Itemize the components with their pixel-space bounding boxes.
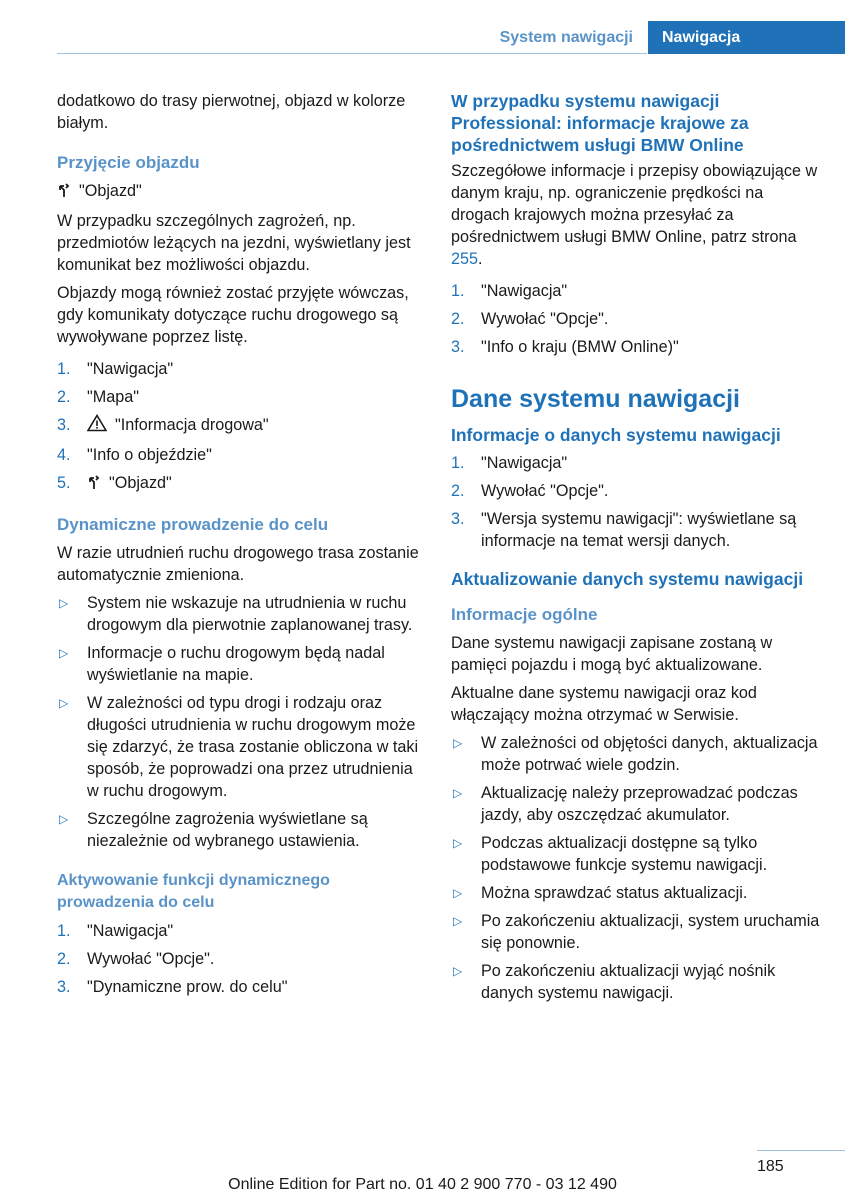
bullet-item (451, 782, 821, 826)
step-text: "Nawigacja" (481, 282, 568, 300)
nav-data-update-heading: Aktualizowanie danych systemu nawigacji (451, 569, 804, 589)
step-text: "Wersja systemu nawigacji": wyświetlane są informacje na temat wersji danych. (481, 510, 797, 550)
nav-data-info-heading: Informacje o danych systemu nawigacji (451, 425, 781, 445)
activate-dynamic-heading: Aktywowanie funkcji dynamicznego prowadzenia do celu (57, 872, 330, 911)
detour-icon (57, 182, 71, 204)
professional-paragraph (451, 160, 821, 270)
step-text: "Info o objeździe" (87, 446, 212, 464)
bullet-text: Szczególne zagrożenia wyświetlane są niezależnie od wybranego ustawienia. (87, 810, 368, 850)
detour-icon (87, 474, 101, 496)
step-text: "Info o kraju (BMW Online)" (481, 338, 679, 356)
step-item (451, 508, 821, 552)
general-info-p2: Aktualne dane systemu nawigacji oraz kod włączający można otrzymać w Serwisie. (451, 684, 757, 724)
bullet-text: W zależności od objętości danych, aktualizacja może potrwać wiele godzin. (481, 734, 818, 774)
step-item (57, 444, 425, 466)
general-info-p1: Dane systemu nawigacji zapisane zostaną w pamięci pojazdu i mogą być aktualizowane. (451, 634, 773, 674)
bullet-item (57, 642, 425, 686)
dynamic-guidance-bullets (57, 592, 425, 852)
step-number: 1. (57, 922, 71, 940)
bullet-item (451, 882, 821, 904)
dynamic-guidance-p1: W razie utrudnień ruchu drogowego trasa zostanie automatycznie zmieniona. (57, 544, 419, 584)
accept-detour-p2: Objazdy mogą również zostać przyjęte wówczas, gdy komunikaty dotyczące ruchu drogowego są wywoływane poprzez listę. (57, 284, 409, 346)
step-number: 3. (451, 510, 465, 528)
step-text: "Nawigacja" (87, 922, 174, 940)
bullet-text: Można sprawdzać status aktualizacji. (481, 884, 748, 902)
triangle-bullet-icon: ▷ (59, 812, 69, 826)
page-number-rule (757, 1150, 845, 1151)
professional-steps (451, 280, 821, 358)
step-number: 2. (451, 310, 465, 328)
professional-heading: W przypadku systemu nawigacji Professional: informacje krajowe za pośrednictwem usługi BMW Online (451, 91, 749, 155)
step-text: "Informacja drogowa" (115, 416, 269, 434)
step-number: 2. (57, 950, 71, 968)
header-chapter-tab: Nawigacja (648, 21, 845, 54)
step-text: Wywołać "Opcje". (481, 310, 609, 328)
intro-paragraph: dodatkowo do trasy pierwotnej, objazd w kolorze białym. (57, 92, 406, 132)
step-number: 2. (451, 482, 465, 500)
step-number: 5. (57, 474, 71, 492)
detour-line-text: "Objazd" (79, 182, 142, 200)
professional-text-end: . (478, 250, 483, 268)
triangle-bullet-icon: ▷ (453, 736, 463, 750)
left-column (57, 90, 425, 1004)
bullet-item (451, 732, 821, 776)
triangle-bullet-icon: ▷ (453, 914, 463, 928)
step-item (451, 452, 821, 474)
bullet-text: W zależności od typu drogi i rodzaju oraz długości utrudnienia w ruchu drogowym może się zdarzyć, że trasa zostanie obliczona w taki sposób, że poprowadzi ona przez utrudnienia w ruchu drogowym. (87, 694, 419, 800)
header-rule (57, 53, 647, 54)
right-column (451, 90, 821, 1010)
step-number: 3. (57, 978, 71, 996)
step-number: 1. (451, 282, 465, 300)
step-item (57, 414, 425, 438)
step-text: Wywołać "Opcje". (481, 482, 609, 500)
bullet-text: Po zakończeniu aktualizacji wyjąć nośnik danych systemu nawigacji. (481, 962, 776, 1002)
step-item (451, 308, 821, 330)
general-info-heading: Informacje ogólne (451, 605, 598, 624)
step-number: 2. (57, 388, 71, 406)
step-item (57, 948, 425, 970)
step-item (451, 336, 821, 358)
detour-line (57, 180, 425, 204)
bullet-item (451, 832, 821, 876)
step-item (451, 480, 821, 502)
step-number: 3. (451, 338, 465, 356)
nav-data-heading: Dane systemu nawigacji (451, 385, 741, 413)
step-text: "Mapa" (87, 388, 139, 406)
step-text: "Dynamiczne prow. do celu" (87, 978, 288, 996)
triangle-bullet-icon: ▷ (453, 886, 463, 900)
bullet-text: System nie wskazuje na utrudnienia w ruchu drogowym dla pierwotnie zaplanowanej trasy. (87, 594, 413, 634)
triangle-bullet-icon: ▷ (59, 696, 69, 710)
bullet-item (57, 692, 425, 802)
bullet-item (451, 910, 821, 954)
bullet-text: Podczas aktualizacji dostępne są tylko podstawowe funkcje systemu nawigacji. (481, 834, 768, 874)
step-item (451, 280, 821, 302)
warning-triangle-icon (87, 414, 107, 438)
triangle-bullet-icon: ▷ (59, 646, 69, 660)
step-number: 3. (57, 416, 71, 434)
step-text: Wywołać "Opcje". (87, 950, 215, 968)
step-number: 1. (57, 360, 71, 378)
nav-data-info-steps (451, 452, 821, 552)
step-item (57, 976, 425, 998)
accept-detour-p1: W przypadku szczególnych zagrożeń, np. przedmiotów leżących na jezdni, wyświetlany jest komunikat bez możliwości objazdu. (57, 212, 411, 274)
update-bullets (451, 732, 821, 1004)
bullet-item (451, 960, 821, 1004)
professional-text: Szczegółowe informacje i przepisy obowiązujące w danym kraju, np. ograniczenie prędkości na drogach krajowych można przesyłać za pośrednictwem usługi BMW Online, patrz strona (451, 162, 818, 246)
header-section-title: System nawigacji (499, 29, 633, 46)
accept-detour-heading: Przyjęcie objazdu (57, 153, 200, 172)
step-item (57, 920, 425, 942)
triangle-bullet-icon: ▷ (59, 596, 69, 610)
triangle-bullet-icon: ▷ (453, 836, 463, 850)
bullet-item (57, 808, 425, 852)
footer-edition-note: Online Edition for Part no. 01 40 2 900 770 - 03 12 490 (228, 1176, 617, 1193)
bullet-text: Aktualizację należy przeprowadzać podczas jazdy, aby oszczędzać akumulator. (481, 784, 798, 824)
triangle-bullet-icon: ▷ (453, 964, 463, 978)
accept-detour-steps (57, 358, 425, 496)
step-item (57, 472, 425, 496)
bullet-item (57, 592, 425, 636)
dynamic-guidance-heading: Dynamiczne prowadzenie do celu (57, 515, 329, 534)
step-text: "Objazd" (109, 474, 172, 492)
step-number: 1. (451, 454, 465, 472)
triangle-bullet-icon: ▷ (453, 786, 463, 800)
step-item (57, 358, 425, 380)
step-text: "Nawigacja" (87, 360, 174, 378)
bullet-text: Po zakończeniu aktualizacji, system uruchamia się ponownie. (481, 912, 820, 952)
step-item (57, 386, 425, 408)
bullet-text: Informacje o ruchu drogowym będą nadal wyświetlanie na mapie. (87, 644, 385, 684)
step-number: 4. (57, 446, 71, 464)
page-reference-link[interactable]: 255 (451, 250, 479, 268)
step-text: "Nawigacja" (481, 454, 568, 472)
activate-dynamic-steps (57, 920, 425, 998)
page-number: 185 (757, 1158, 784, 1175)
